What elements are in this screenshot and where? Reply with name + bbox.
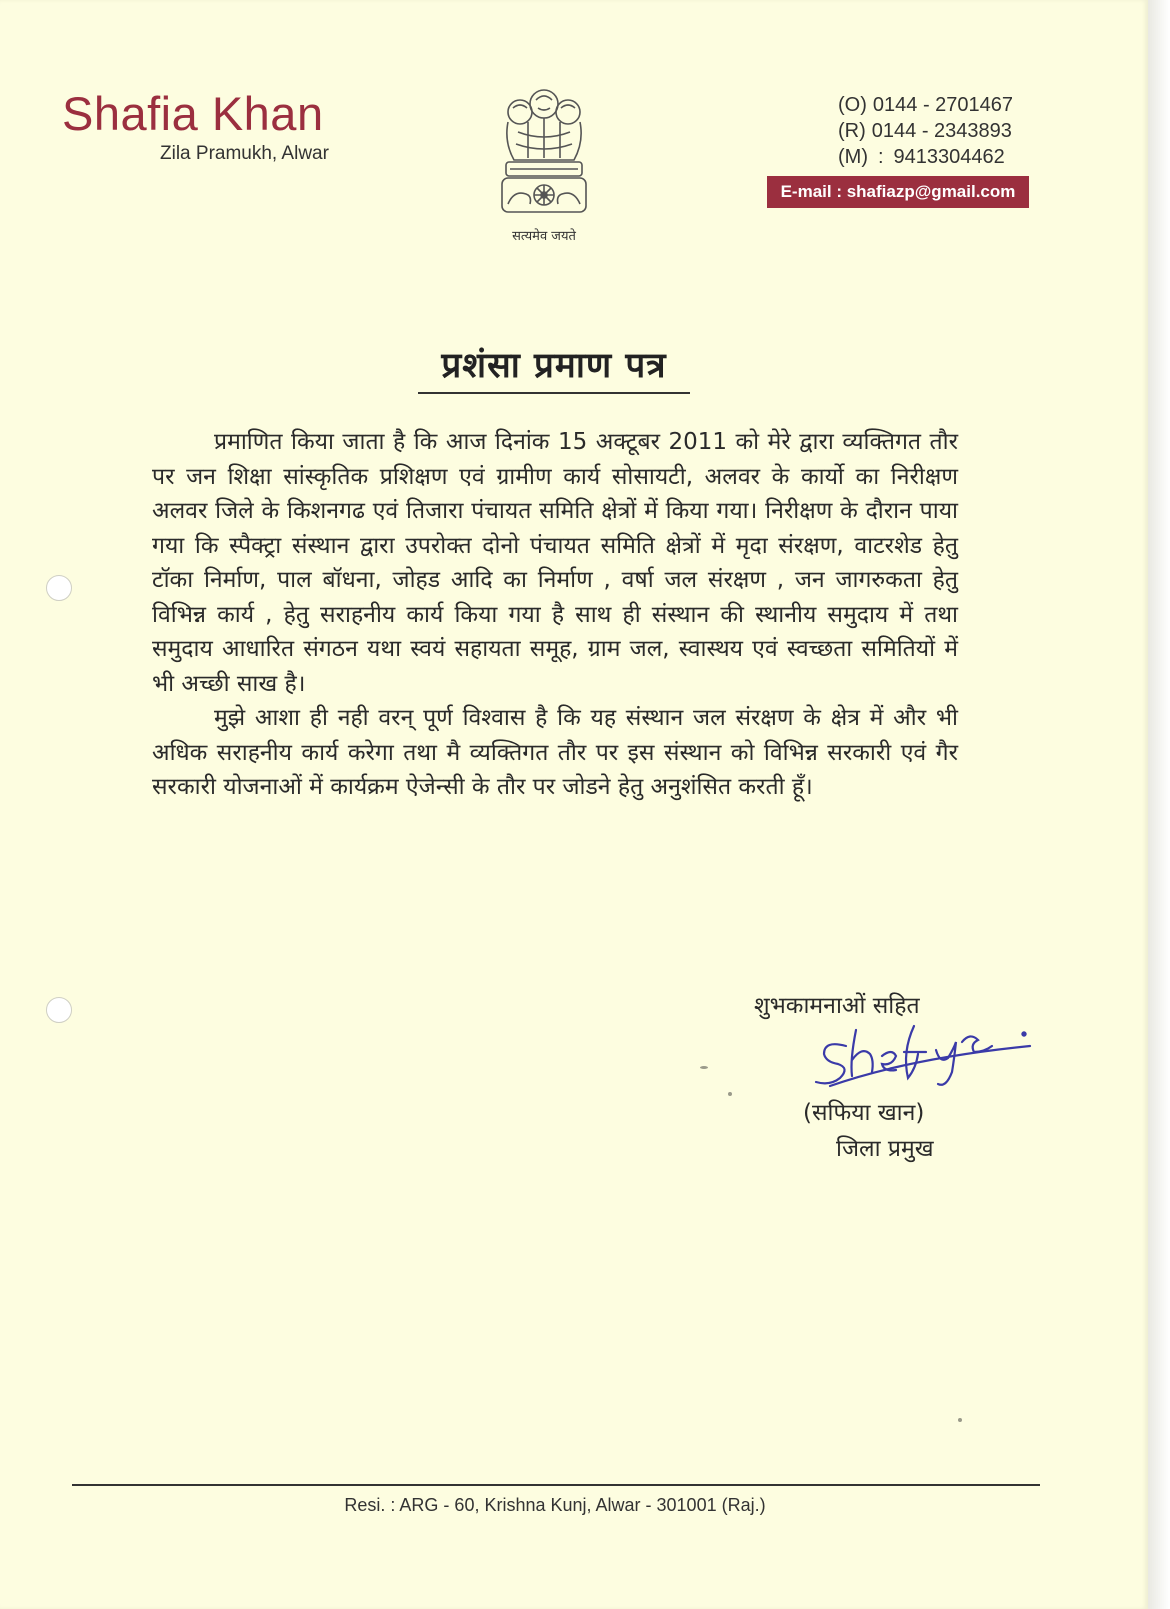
paper-speck <box>728 1092 732 1096</box>
mobile-phone-value: 9413304462 <box>893 146 1005 168</box>
paper-speck <box>958 1418 962 1422</box>
office-phone <box>838 92 1013 118</box>
national-emblem-icon <box>498 82 590 227</box>
residence-phone-label: (R) <box>838 120 866 142</box>
mobile-phone: (M) : 9413304462 <box>838 146 1005 168</box>
punch-hole <box>46 997 72 1023</box>
footer-address: Resi. : ARG - 60, Krishna Kunj, Alwar - 301001 (Raj.) <box>344 1495 766 1515</box>
signatory-name: (सफिया खान) <box>803 1100 925 1126</box>
residence-phone-value: 0144 - 2343893 <box>871 120 1012 142</box>
office-phone-value: 0144 - 2701467 <box>872 94 1014 116</box>
punch-hole <box>46 575 72 601</box>
emblem-motto: सत्यमेव जयते <box>512 229 576 244</box>
page-edge <box>1148 0 1170 1609</box>
body-paragraph-2: मुझे आशा ही नही वरन् पूर्ण विश्वास है कि यह संस्थान जल संरक्षण के क्षेत्र में और भी अधिक सराहनीय कार्य करेगा तथा मै व्यक्तिगत तौर पर इस संस्थान को विभिन्न सरकारी एवं गैर सरकारी योजनाओं में कार्यक्रम ऐजेन्सी के तौर पर जोडने हेतु अनुशंसित करती हूँ। <box>152 705 958 800</box>
contact-numbers <box>838 92 1013 170</box>
body-paragraph-1: प्रमाणित किया जाता है कि आज दिनांक 15 अक्टूबर 2011 को मेरे द्वारा व्यक्तिगत तौर पर जन शिक्षा सांस्कृतिक प्रशिक्षण एवं ग्रामीण कार्य सोसायटी, अलवर के कार्यो का निरीक्षण अलवर जिले के किशनगढ एवं तिजारा पंचायत समिति क्षेत्रों में किया गया। निरीक्षण के दौरान पाया गया कि स्पैक्ट्रा संस्थान द्वारा उपरोक्त दोनो पंचायत समिति क्षेत्रों में मृदा संरक्षण, वाटरशेड हेतु टॉका निर्माण, पाल बॉधना, जोहड आदि का निर्माण , वर्षा जल संरक्षण , जन जागरुकता हेतु विभिन्न कार्य , हेतु सराहनीय कार्य किया गया है साथ ही संस्थान की स्थानीय समुदाय में तथा समुदाय आधारित संगठन यथा स्वयं सहायता समूह, ग्राम जल, स्वास्थय एवं स्वच्छता समितियों में भी अच्छी साख है। <box>152 429 958 697</box>
footer-divider <box>72 1484 1040 1486</box>
paper-speck <box>700 1066 708 1069</box>
closing-salutation: शुभकामनाओं सहित <box>754 993 920 1019</box>
email-badge: E-mail : shafiazp@gmail.com <box>767 176 1029 208</box>
letterhead-name: Shafia Khan <box>62 87 324 140</box>
handwritten-signature <box>812 1020 1034 1092</box>
signatory-title: जिला प्रमुख <box>836 1136 934 1162</box>
letter-heading: प्रशंसा प्रमाण पत्र <box>418 341 690 394</box>
residence-phone <box>838 118 1013 144</box>
mobile-phone-label: (M) <box>838 146 868 168</box>
office-phone-label: (O) <box>838 94 867 116</box>
letterhead-designation: Zila Pramukh, Alwar <box>160 143 329 164</box>
letter-body <box>152 425 958 805</box>
